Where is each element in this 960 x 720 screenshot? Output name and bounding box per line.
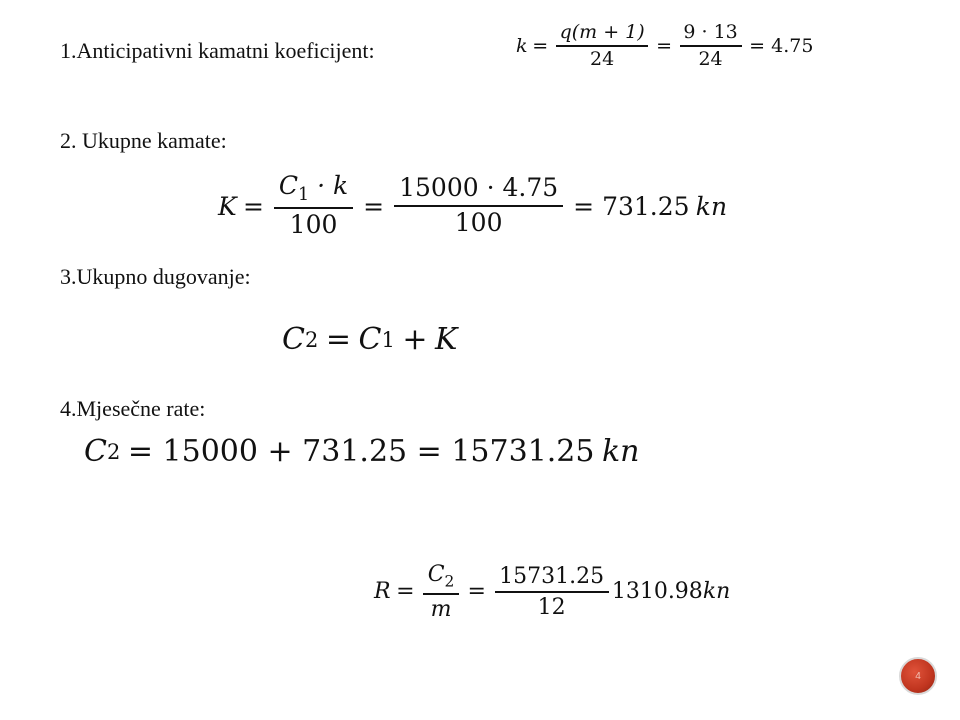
slide-number-badge bbox=[899, 657, 937, 695]
var-R: R bbox=[374, 579, 391, 605]
unit-kn: kn bbox=[601, 434, 640, 469]
numerator bbox=[274, 172, 353, 209]
equals-sign: = bbox=[396, 579, 415, 605]
heading-total-interest: 2. Ukupne kamate: bbox=[60, 128, 227, 153]
subscript: 1 bbox=[298, 185, 310, 206]
var-C: C bbox=[84, 434, 107, 469]
equals-sign: = bbox=[532, 35, 549, 58]
denominator: m bbox=[430, 596, 452, 622]
formula-coefficient bbox=[516, 22, 818, 71]
var-k: k bbox=[516, 35, 528, 58]
heading-coefficient: 1.Anticipativni kamatni koeficijent: bbox=[60, 38, 375, 63]
formula-total-debt-values bbox=[84, 434, 639, 469]
equals-sign: = bbox=[656, 35, 672, 58]
times-k: · k bbox=[309, 171, 349, 200]
plus-sign: + bbox=[402, 322, 428, 357]
equals-sign: = bbox=[325, 322, 351, 357]
result: = 731.25 bbox=[573, 191, 690, 221]
result: 1310.98 bbox=[611, 579, 703, 605]
formula-total-debt bbox=[282, 322, 457, 357]
var-C: C bbox=[278, 171, 299, 200]
fraction-q-m bbox=[556, 22, 649, 71]
subscript: 2 bbox=[106, 439, 121, 464]
var-K: K bbox=[434, 322, 458, 357]
expression: = 15000 + 731.25 = 15731.25 bbox=[127, 434, 595, 469]
heading-monthly-rate: 4.Mjesečne rate: bbox=[60, 396, 206, 421]
equals-sign: = bbox=[363, 191, 385, 221]
numerator: 15000 · 4.75 bbox=[394, 174, 563, 207]
var-K: K bbox=[218, 191, 237, 221]
fraction-values bbox=[495, 564, 609, 620]
equals-sign: = bbox=[467, 579, 486, 605]
slide-number: 4 bbox=[915, 670, 921, 682]
denominator: 24 bbox=[698, 47, 723, 70]
equals-sign: = bbox=[242, 191, 264, 221]
fraction-c2-m bbox=[423, 562, 458, 622]
heading-total-debt: 3.Ukupno dugovanje: bbox=[60, 264, 251, 289]
fraction-9-13 bbox=[680, 22, 742, 71]
var-C: C bbox=[427, 562, 445, 587]
subscript: 2 bbox=[304, 327, 319, 352]
formula-total-interest bbox=[218, 172, 727, 240]
subscript: 2 bbox=[444, 572, 455, 591]
numerator: 15731.25 bbox=[495, 564, 609, 593]
unit-kn: kn bbox=[695, 191, 728, 221]
var-C: C bbox=[358, 322, 382, 357]
unit-kn: kn bbox=[702, 579, 731, 605]
fraction-c1-k bbox=[274, 172, 353, 240]
formula-monthly-rate bbox=[374, 562, 730, 622]
result: = 4.75 bbox=[749, 35, 814, 58]
subscript: 1 bbox=[381, 327, 395, 352]
denominator: 100 bbox=[289, 210, 338, 240]
var-C: C bbox=[282, 322, 305, 357]
denominator: 24 bbox=[590, 47, 615, 70]
numerator: q(m + 1) bbox=[556, 22, 649, 47]
denominator: 12 bbox=[537, 594, 566, 620]
denominator: 100 bbox=[454, 208, 503, 237]
numerator: 9 · 13 bbox=[680, 22, 742, 47]
fraction-values bbox=[394, 174, 563, 238]
numerator bbox=[423, 562, 458, 595]
